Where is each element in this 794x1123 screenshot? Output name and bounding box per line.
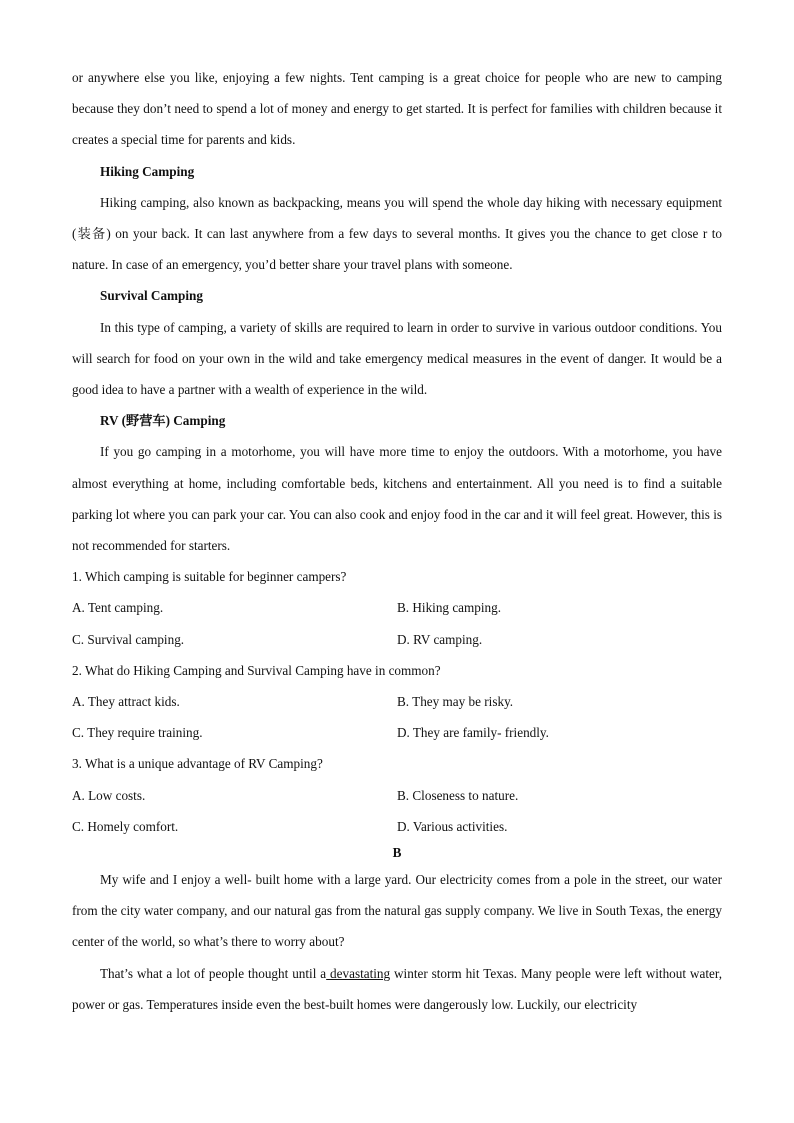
question-3-options-row-1 xyxy=(72,780,722,811)
underlined-word-devastating: devastating xyxy=(326,965,391,981)
question-3-option-d: D. Various activities. xyxy=(397,818,508,834)
question-2-option-b: B. They may be risky. xyxy=(397,694,514,710)
question-1-options-row-1 xyxy=(72,592,722,623)
hiking-camping-heading: Hiking Camping xyxy=(100,163,195,179)
question-3-stem: 3. What is a unique advantage of RV Camping? xyxy=(72,756,323,772)
question-3-option-a: A. Low costs. xyxy=(72,787,146,803)
question-2-options-row-2 xyxy=(72,717,722,748)
question-1-option-c: C. Survival camping. xyxy=(72,631,185,647)
rv-camping-heading: RV (野营车) Camping xyxy=(100,413,226,429)
question-2-option-d: D. They are family- friendly. xyxy=(397,725,549,741)
passage-b-label: B xyxy=(392,845,402,861)
question-2-stem: 2. What do Hiking Camping and Survival Camping have in common? xyxy=(72,662,441,678)
question-2-option-a: A. They attract kids. xyxy=(72,694,180,710)
passage-b-paragraph-1: My wife and I enjoy a well- built home with a large yard. Our electricity comes from a pole in the street, our water from the city water company, and our natural gas from the natural gas supply company. We live in South Texas, the energy center of the world, so what’s there to worry about? xyxy=(72,872,722,950)
question-2-option-c: C. They require training. xyxy=(72,725,203,741)
passage-b-paragraph-2-before: That’s what a lot of people thought until a xyxy=(100,965,327,981)
tent-camping-continued: or anywhere else you like, enjoying a few nights. Tent camping is a great choice for people who are new to camping because they don’t need to spend a lot of money and energy to get started. It is perfect for families with children because it creates a special time for parents and kids. xyxy=(72,70,722,148)
survival-camping-heading: Survival Camping xyxy=(100,288,203,304)
question-3-options-row-2 xyxy=(72,811,722,842)
survival-camping-text: In this type of camping, a variety of skills are required to learn in order to survive in various outdoor conditions. You will search for food on your own in the wild and take emergency medical measures in the event of danger. It would be a good idea to have a partner with a wealth of experience in the wild. xyxy=(72,319,722,398)
question-3-option-c: C. Homely comfort. xyxy=(72,818,179,834)
passage-b-paragraph-2-after: winter storm hit Texas. Many people were left without water, power or gas. Temperatures inside even the best-built homes were dangerously low. Luckily, our electricity xyxy=(72,965,722,1012)
question-1-option-b: B. Hiking camping. xyxy=(397,600,502,616)
rv-camping-text: If you go camping in a motorhome, you will have more time to enjoy the outdoors. With a motorhome, you have almost everything at home, including comfortable beds, kitchens and entertainment. All you need is to find a suitable parking lot where you can park your car. You can also cook and enjoy food in the car and it will feel great. However, this is not recommended for starters. xyxy=(72,444,722,554)
question-1-option-d: D. RV camping. xyxy=(397,631,483,647)
question-1-options-row-2 xyxy=(72,624,722,655)
document-page xyxy=(72,62,722,1020)
passage-b-paragraph-2 xyxy=(72,958,722,1020)
question-3-option-b: B. Closeness to nature. xyxy=(397,787,519,803)
question-2-options-row-1 xyxy=(72,686,722,717)
hiking-camping-text: Hiking camping, also known as backpacking, means you will spend the whole day hiking with necessary equipment (装备) on your back. It can last anywhere from a few days to several months. It gives you the chance to get close r to nature. In case of an emergency, you’d better share your travel plans with someone. xyxy=(72,194,722,273)
question-1-option-a: A. Tent camping. xyxy=(72,600,164,616)
question-1-stem: 1. Which camping is suitable for beginner campers? xyxy=(72,569,347,585)
